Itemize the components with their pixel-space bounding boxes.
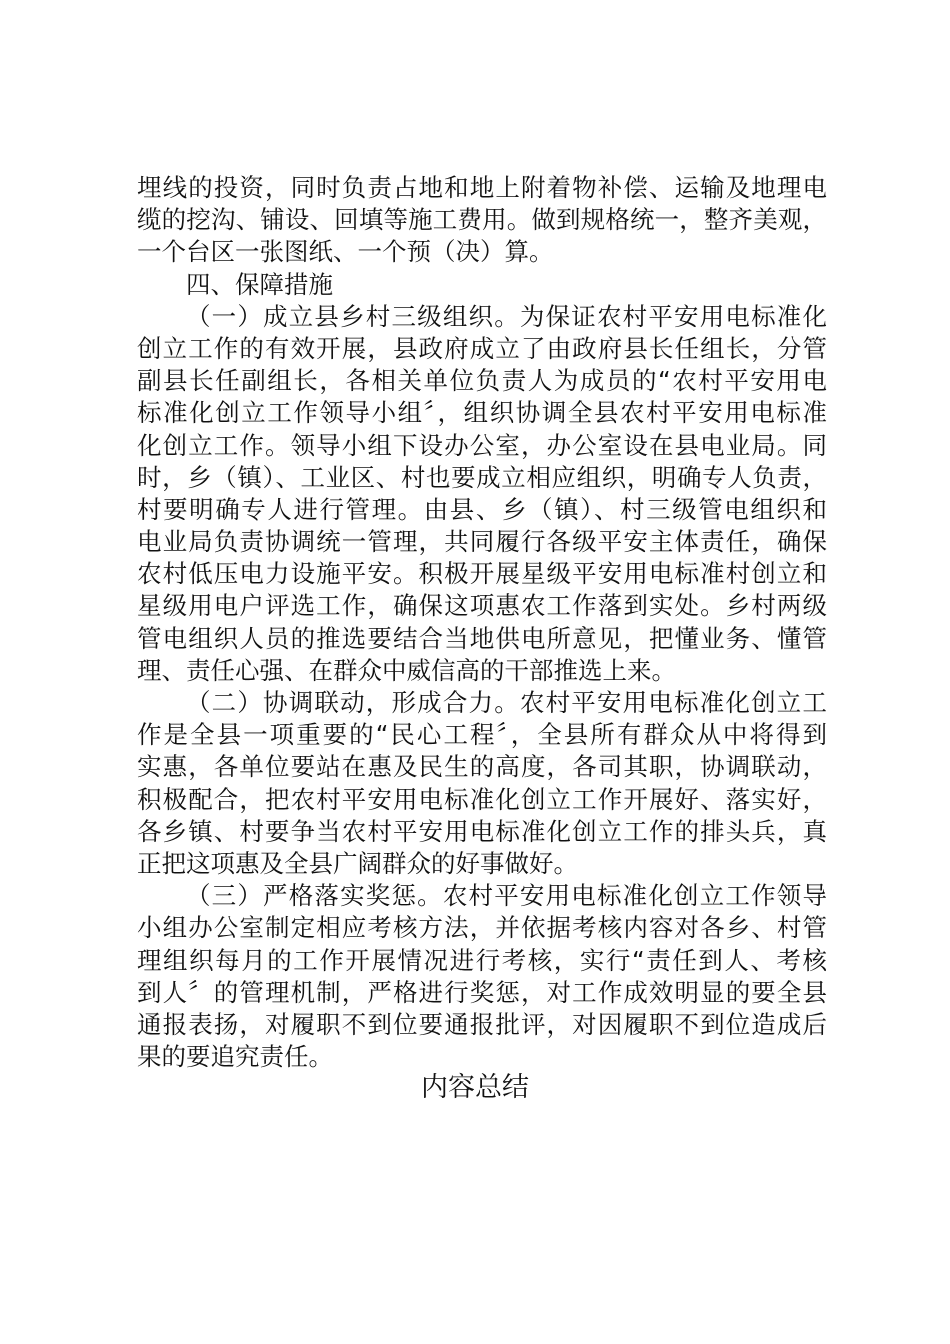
text-line: （一）成立县乡村三级组织。为保证农村平安用电标准化	[186, 301, 827, 331]
text-line: 理、责任心强、在群众中威信高的干部推选上来。	[137, 655, 676, 685]
text-line: 实惠，各单位要站在惠及民生的高度，各司其职，协调联动，	[137, 752, 827, 782]
text-line: 副县长任副组长，各相关单位负责人为成员的“农村平安用电	[137, 366, 827, 396]
text-line: 农村低压电力设施平安。积极开展星级平安用电标准村创立和	[137, 559, 827, 589]
text-line: 通报表扬，对履职不到位要通报批评，对因履职不到位造成后	[137, 1009, 827, 1039]
text-line: （二）协调联动，形成合力。农村平安用电标准化创立工	[186, 688, 827, 717]
text-line: 正把这项惠及全县广阔群众的好事做好。	[137, 848, 578, 878]
body-text	[137, 172, 827, 1073]
text-line: 时，乡（镇）、工业区、村也要成立相应组织，明确专人负责，	[137, 462, 827, 492]
text-line: 埋线的投资，同时负责占地和地上附着物补偿、运输及地理电	[137, 173, 827, 202]
text-line: 各乡镇、村要争当农村平安用电标准化创立工作的排头兵，真	[137, 816, 827, 846]
text-line: 果的要追究责任。	[137, 1042, 333, 1072]
text-line: 管电组织人员的推选要结合当地供电所意见，把懂业务、懂管	[137, 623, 827, 653]
text-line: 化创立工作。领导小组下设办公室，办公室设在县电业局。同	[137, 430, 827, 460]
summary-title: 内容总结	[421, 1072, 529, 1103]
text-line: （三）严格落实奖惩。农村平安用电标准化创立工作领导	[186, 881, 827, 911]
section-heading: 四、保障措施	[186, 269, 333, 299]
text-line: 积极配合，把农村平安用电标准化创立工作开展好、落实好，	[137, 784, 827, 814]
text-line: 村要明确专人进行管理。由县、乡（镇）、村三级管电组织和	[137, 494, 827, 524]
text-line: 缆的挖沟、铺设、回填等施工费用。做到规格统一，整齐美观，	[137, 205, 827, 235]
text-line: 作是全县一项重要的“民心工程〞，全县所有群众从中将得到	[137, 720, 827, 750]
text-line: 到人〞的管理机制，严格进行奖惩，对工作成效明显的要全县	[137, 977, 827, 1007]
text-line: 标准化创立工作领导小组〞，组织协调全县农村平安用电标准	[137, 398, 827, 428]
text-line: 创立工作的有效开展，县政府成立了由政府县长任组长，分管	[137, 333, 827, 363]
text-line: 一个台区一张图纸、一个预（决）算。	[137, 237, 554, 267]
text-line: 星级用电户评选工作，确保这项惠农工作落到实处。乡村两级	[137, 591, 827, 621]
text-line: 电业局负责协调统一管理，共同履行各级平安主体责任，确保	[137, 527, 827, 557]
text-line: 理组织每月的工作开展情况进行考核，实行“责任到人、考核	[137, 945, 827, 975]
text-line: 小组办公室制定相应考核方法，并依据考核内容对各乡、村管	[137, 913, 827, 943]
